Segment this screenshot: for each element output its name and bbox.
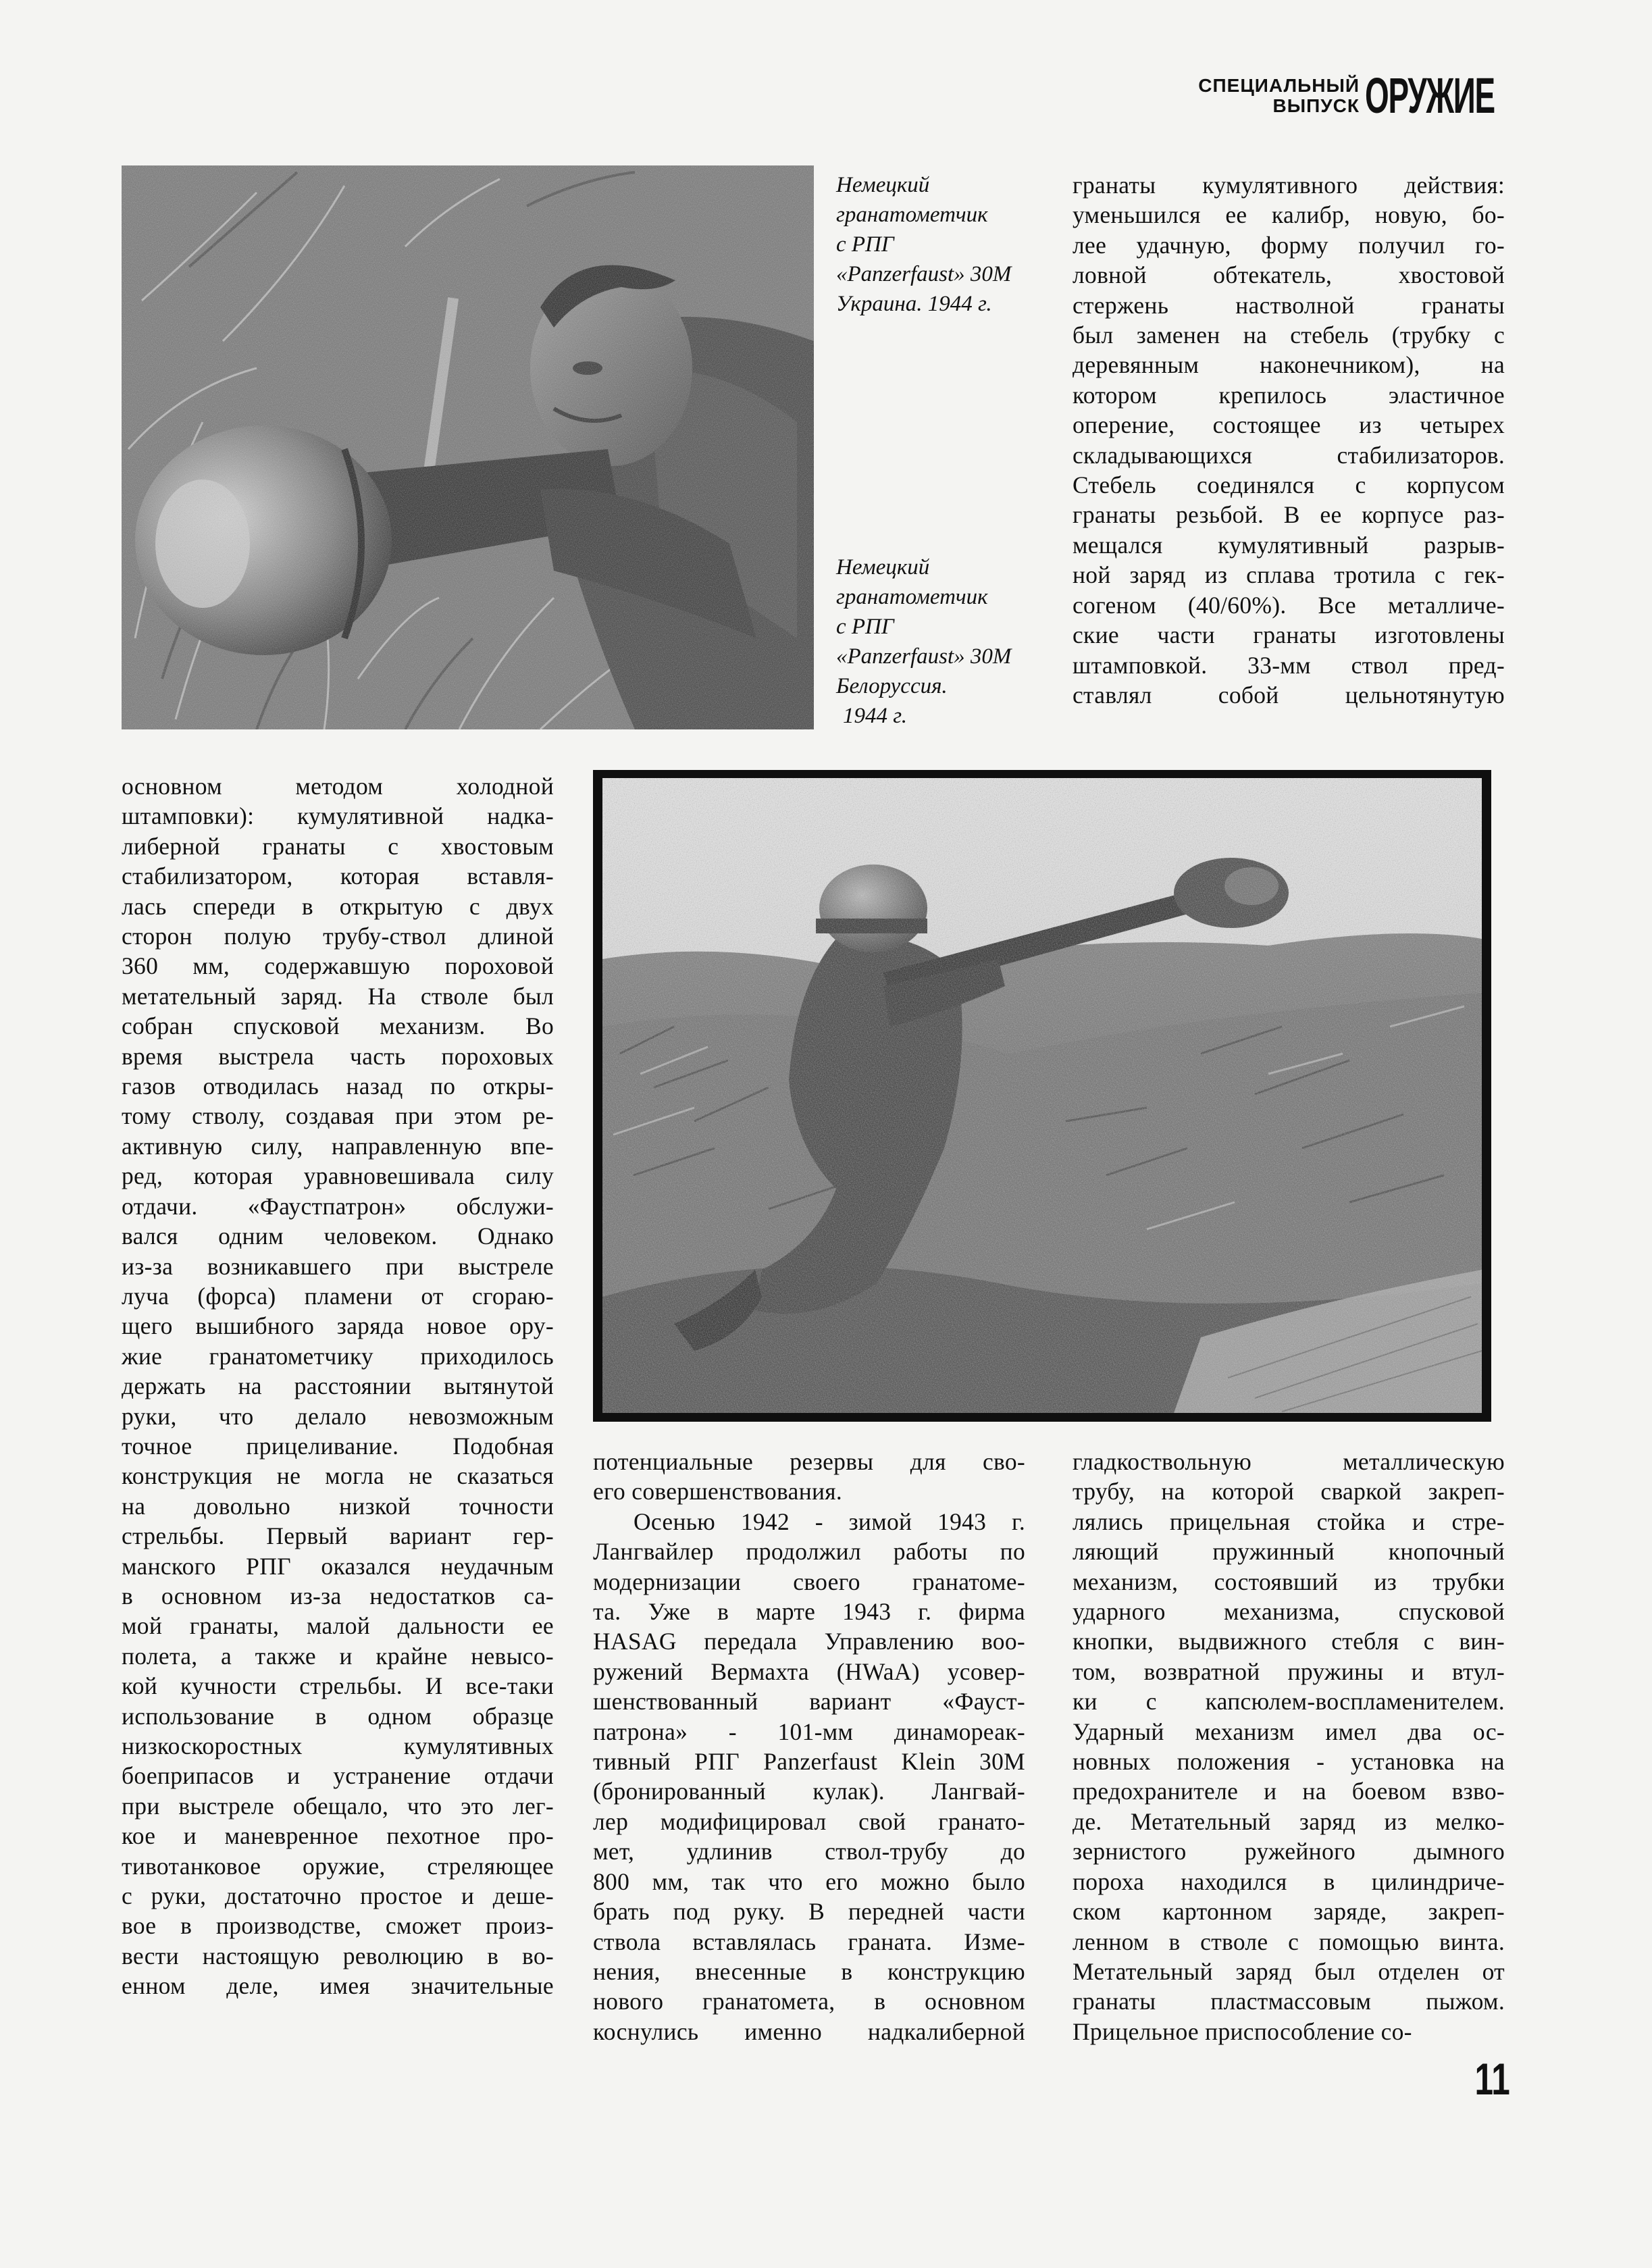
text-line: оперение, состоящее из четырех <box>1073 411 1505 439</box>
text-line: полета, а также и крайне невысо- <box>122 1642 554 1670</box>
text-line: конструкция не могла не сказаться <box>122 1462 554 1490</box>
text-line: трубу, на которой сваркой закреп- <box>1073 1478 1505 1505</box>
text-line: гранаты пластмассовым пыжом. <box>1073 1988 1505 2015</box>
caption-line: Немецкий <box>836 173 930 197</box>
text-line: мещался кумулятивный разрыв- <box>1073 531 1505 559</box>
text-line: кое и маневренное пехотное про- <box>122 1822 554 1850</box>
caption-line: «Panzerfaust» 30М <box>836 262 1012 286</box>
text-line: стрельбы. Первый вариант гер- <box>122 1522 554 1550</box>
text-line: зернистого ружейного дымного <box>1073 1838 1505 1865</box>
text-line: Прицельное приспособление со- <box>1073 2017 1412 2045</box>
text-line: лялись прицельная стойка и стре- <box>1073 1507 1505 1535</box>
text-line: (бронированный кулак). Лангвай- <box>593 1778 1025 1805</box>
text-column-right-bottom <box>1073 1447 1505 2046</box>
text-line: новных положения - установка на <box>1073 1748 1505 1776</box>
text-line: кой кучности стрельбы. И все-таки <box>122 1672 554 1700</box>
text-line: мет, удлинив ствол-трубу до <box>593 1838 1025 1865</box>
issue-line-1: СПЕЦИАЛЬНЫЙ <box>1198 75 1360 96</box>
text-line: ной заряд из сплава тротила с гек- <box>1073 561 1505 589</box>
text-line: вести настоящую революцию в во- <box>122 1942 554 1969</box>
caption-line: Белоруссия. <box>836 674 948 698</box>
text-line: ловной обтекатель, хвостовой <box>1073 261 1505 289</box>
text-line: нения, внесенные в конструкцию <box>593 1957 1025 1985</box>
text-line: лась спереди в открытую с двух <box>122 892 554 920</box>
text-line: точное прицеливание. Подобная <box>122 1432 554 1460</box>
text-line: патрона» - 101-мм динамореак- <box>593 1718 1025 1745</box>
text-line: ленном в стволе с помощью винта. <box>1073 1928 1505 1955</box>
text-line: использование в одном образце <box>122 1702 554 1730</box>
text-line: в основном из-за недостатков са- <box>122 1582 554 1609</box>
text-line: брать под руку. В передней части <box>593 1898 1025 1926</box>
text-line: луча (форса) пламени от сгораю- <box>122 1282 554 1310</box>
photo-soldier-belarus <box>593 770 1491 1422</box>
text-line: тому стволу, создавая при этом ре- <box>122 1102 554 1130</box>
text-line: Метательный заряд был отделен от <box>1073 1957 1505 1985</box>
text-line: вое в производстве, сможет произ- <box>122 1912 554 1940</box>
photo-soldier-ukraine <box>122 165 814 729</box>
text-line: мой гранаты, малой дальности ее <box>122 1612 554 1640</box>
text-line: Ударный механизм имел два ос- <box>1073 1718 1505 1745</box>
text-column-left <box>122 771 554 2001</box>
text-line: ки с капсюлем-воспламенителем. <box>1073 1688 1505 1716</box>
text-line: уменьшился ее калибр, новую, бо- <box>1073 201 1505 229</box>
text-line: жие гранатометчику приходилось <box>122 1342 554 1370</box>
text-line: отдачи. «Фаустпатрон» обслужи- <box>122 1192 554 1220</box>
page-number: 11 <box>1474 2054 1510 2104</box>
caption-line: с РПГ <box>836 615 894 639</box>
text-line: был заменен на стебель (трубку с <box>1073 321 1505 349</box>
text-line: стабилизатором, которая вставля- <box>122 862 554 890</box>
text-line: ляющий пружинный кнопочный <box>1073 1538 1505 1566</box>
text-line: ствола вставлялась граната. Изме- <box>593 1928 1025 1955</box>
text-line: держать на расстоянии вытянутой <box>122 1372 554 1400</box>
photo-caption-belarus <box>836 552 1039 731</box>
caption-line: Немецкий <box>836 555 930 579</box>
text-line: 800 мм, так что его можно было <box>593 1867 1025 1895</box>
text-line: из-за возникавшего при выстреле <box>122 1252 554 1280</box>
text-line: боеприпасов и устранение отдачи <box>122 1762 554 1790</box>
text-line: 360 мм, содержавшую пороховой <box>122 952 554 980</box>
text-line: активную силу, направленную впе- <box>122 1132 554 1160</box>
text-line: потенциальные резервы для сво- <box>593 1448 1025 1475</box>
text-column-middle-bottom <box>593 1447 1025 2046</box>
text-line: ставлял собой цельнотянутую <box>1073 681 1505 708</box>
text-line: нового гранатомета, в основном <box>593 1988 1025 2015</box>
text-line: сторон полую трубу-ствол длиной <box>122 923 554 950</box>
text-line: его совершенствования. <box>593 1478 843 1505</box>
text-line: котором крепилось эластичное <box>1073 381 1505 409</box>
text-line: лер модифицировал свой гранато- <box>593 1807 1025 1835</box>
caption-line: 1944 г. <box>843 704 907 728</box>
text-line: метательный заряд. На стволе был <box>122 982 554 1010</box>
issue-line-2: ВЫПУСК <box>1272 95 1360 116</box>
text-line: модернизации своего гранатоме- <box>593 1568 1025 1595</box>
text-line: вался одним человеком. Однако <box>122 1222 554 1250</box>
text-line: на довольно низкой точности <box>122 1492 554 1520</box>
photo-caption-ukraine <box>836 170 1039 319</box>
text-line: том, возвратной пружины и втул- <box>1073 1657 1505 1685</box>
text-line: Осенью 1942 - зимой 1943 г. <box>634 1507 1025 1535</box>
text-line: Стебель соединялся с корпусом <box>1073 471 1505 499</box>
text-line: предохранителе и на боевом взво- <box>1073 1778 1505 1805</box>
text-line: де. Метательный заряд из мелко- <box>1073 1807 1505 1835</box>
text-line: время выстрела часть пороховых <box>122 1042 554 1070</box>
text-line: ские части гранаты изготовлены <box>1073 621 1505 649</box>
text-line: руки, что делало невозможным <box>122 1402 554 1430</box>
special-issue-label <box>1198 76 1360 116</box>
text-line: низкоскоростных кумулятивных <box>122 1732 554 1759</box>
text-line: стержень настволной гранаты <box>1073 291 1505 319</box>
text-line: щего вышибного заряда новое ору- <box>122 1312 554 1340</box>
text-line: деревянным наконечником), на <box>1073 351 1505 379</box>
text-line: пороха находился в цилиндриче- <box>1073 1867 1505 1895</box>
text-line: газов отводилась назад по откры- <box>122 1073 554 1100</box>
text-line: складывающихся стабилизаторов. <box>1073 441 1505 469</box>
text-line: енном деле, имея значительные <box>122 1972 554 2000</box>
text-line: механизм, состоявший из трубки <box>1073 1568 1505 1595</box>
text-line: кнопки, выдвижного стебля с вин- <box>1073 1628 1505 1655</box>
text-line: штамповки): кумулятивной надка- <box>122 802 554 830</box>
text-line: ударного механизма, спусковой <box>1073 1598 1505 1626</box>
caption-line: Украина. 1944 г. <box>836 292 992 316</box>
text-line: при выстреле обещало, что это лег- <box>122 1792 554 1820</box>
caption-line: «Panzerfaust» 30М <box>836 644 1012 669</box>
text-line: гладкоствольную металлическую <box>1073 1448 1505 1475</box>
text-line: шенствованный вариант «Фауст- <box>593 1688 1025 1716</box>
text-line: манского РПГ оказался неудачным <box>122 1552 554 1580</box>
text-line: ском картонном заряде, закреп- <box>1073 1898 1505 1926</box>
text-line: ружений Вермахта (HWaA) усовер- <box>593 1657 1025 1685</box>
text-line: та. Уже в марте 1943 г. фирма <box>593 1598 1025 1626</box>
text-line: Лангвайлер продолжил работы по <box>593 1538 1025 1566</box>
text-line: собран спусковой механизм. Во <box>122 1012 554 1040</box>
text-line: тивотанковое оружие, стреляющее <box>122 1852 554 1880</box>
text-line: лее удачную, форму получил го- <box>1073 231 1505 259</box>
text-line: либерной гранаты с хвостовым <box>122 832 554 860</box>
text-line: ред, которая уравновешивала силу <box>122 1162 554 1190</box>
text-line: HASAG передала Управлению воо- <box>593 1628 1025 1655</box>
magazine-logo: ОРУЖИЕ <box>1365 68 1495 124</box>
caption-line: гранатометчик <box>836 203 988 227</box>
text-line: гранаты резьбой. В ее корпусе раз- <box>1073 501 1505 529</box>
text-line: тивный РПГ Panzerfaust Klein 30М <box>593 1748 1025 1776</box>
text-column-right-top <box>1073 170 1505 710</box>
magazine-header <box>1198 68 1510 124</box>
text-line: гранаты кумулятивного действия: <box>1073 172 1505 199</box>
text-line: согеном (40/60%). Все металличе- <box>1073 591 1505 619</box>
caption-line: гранатометчик <box>836 585 988 609</box>
caption-line: с РПГ <box>836 232 894 257</box>
text-line: с руки, достаточно простое и деше- <box>122 1882 554 1910</box>
text-line: коснулись именно надкалиберной <box>593 2017 1025 2045</box>
text-line: штамповкой. 33-мм ствол пред- <box>1073 651 1505 679</box>
text-line: основном методом холодной <box>122 773 554 800</box>
